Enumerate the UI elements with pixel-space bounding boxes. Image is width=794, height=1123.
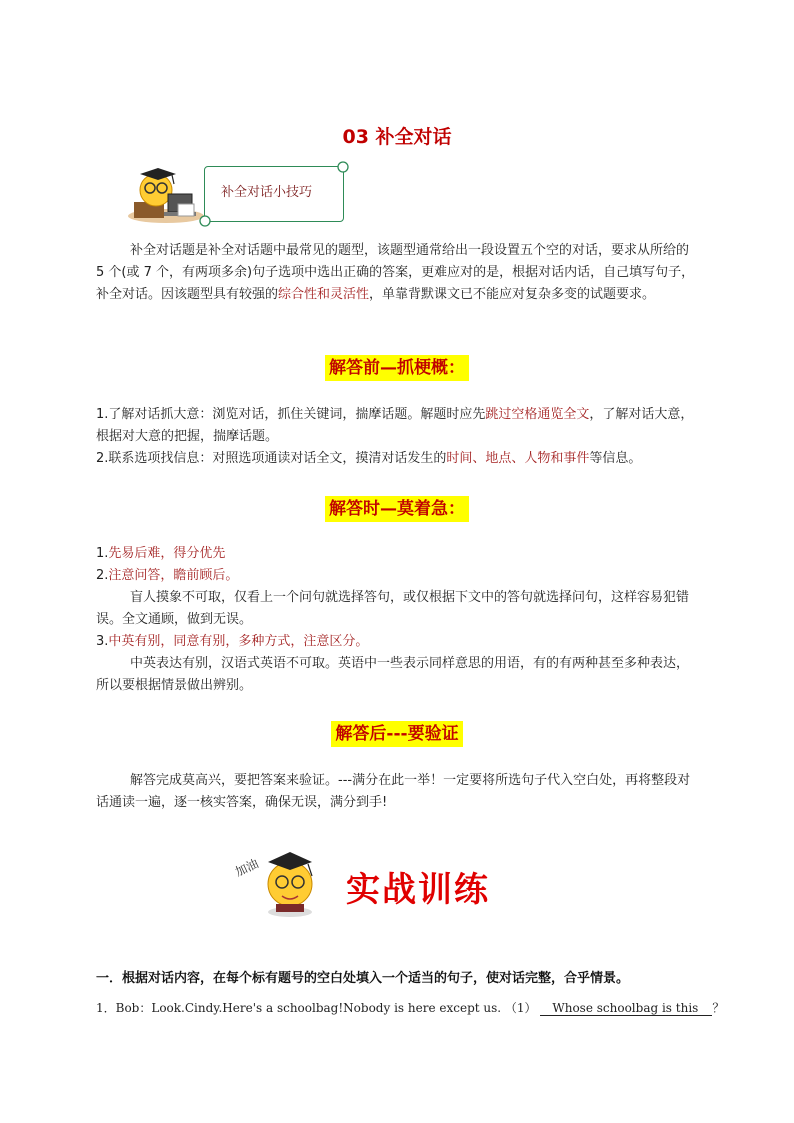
section-before-body — [96, 404, 700, 470]
scroll-curl-icon — [335, 159, 351, 175]
section-heading-after: 解答后---要验证 — [0, 721, 794, 747]
page-title: 03 补全对话 — [342, 126, 452, 148]
tip-point-2-body: 盲人摸象不可取，仅看上一个问句就选择答句，或仅根据下文中的答句就选择问句，这样容易犯错误。全文通顾，做到无误。 — [96, 590, 690, 627]
tips-box-label: 补全对话小技巧 — [221, 185, 313, 200]
tips-box — [204, 166, 344, 222]
cartoon-student-laptop-icon — [124, 164, 208, 226]
intro-paragraph: 补全对话题是补全对话题中最常见的题型，该题型通常给出一段设置五个空的对话，要求从所给的 5 个(或 7 个，有两项多余)句子选项中选出正确的答案，更难应对的是，根据对话内话，自己填写句子，补全对话。因该题型具有较强的综合性和灵活性，单靠背默课文已不能应对复杂多变的试题要求。 — [96, 243, 695, 302]
tip-item-2: 2.联系选项找信息：对照选项通读对话全文，摸清对话发生的时间、地点、人物和事件等信息。 — [96, 451, 642, 466]
question-instructions: 一．根据对话内容，在每个标有题号的空白处填入一个适当的句子，使对话完整，合乎情景。 — [96, 971, 630, 986]
tip-item-1: 1.了解对话抓大意：浏览对话，抓住关键词，揣摩话题。解题时应先跳过空格通览全文，了解对话大意，根据对大意的把握，揣摩话题。 — [96, 407, 694, 444]
cheer-text: 加油 — [233, 856, 261, 880]
section-heading-before: 解答前—抓梗概： — [0, 355, 794, 381]
question-1: 1．Bob：Look.Cindy.Here's a schoolbag!Nobody is here except us. （1） Whose schoolbag is this ？ — [96, 1001, 725, 1015]
answer-blank-1: Whose schoolbag is this — [540, 1001, 712, 1016]
tip-point-1: 1.先易后难，得分优先 — [96, 546, 226, 561]
section-after-body: 解答完成莫高兴，要把答案来验证。---满分在此一举！一定要将所选句子代入空白处，再将整段对话通读一遍，逐一核实答案，确保无误，满分到手! — [96, 773, 691, 810]
scroll-curl-icon — [197, 213, 213, 229]
section-during-body — [96, 543, 700, 697]
tip-point-3: 3.中英有别，同意有别，多种方式，注意区分。 — [96, 634, 369, 649]
section-heading-during: 解答时—莫着急： — [0, 496, 794, 522]
tip-point-2: 2.注意问答，瞻前顾后。 — [96, 568, 239, 583]
cartoon-cheer-icon — [232, 836, 328, 920]
training-title: 实战训练 — [346, 870, 490, 910]
tip-point-3-body: 中英表达有别，汉语式英语不可取。英语中一些表示同样意思的用语，有的有两种甚至多种表达，所以要根据情景做出辨别。 — [96, 656, 690, 693]
